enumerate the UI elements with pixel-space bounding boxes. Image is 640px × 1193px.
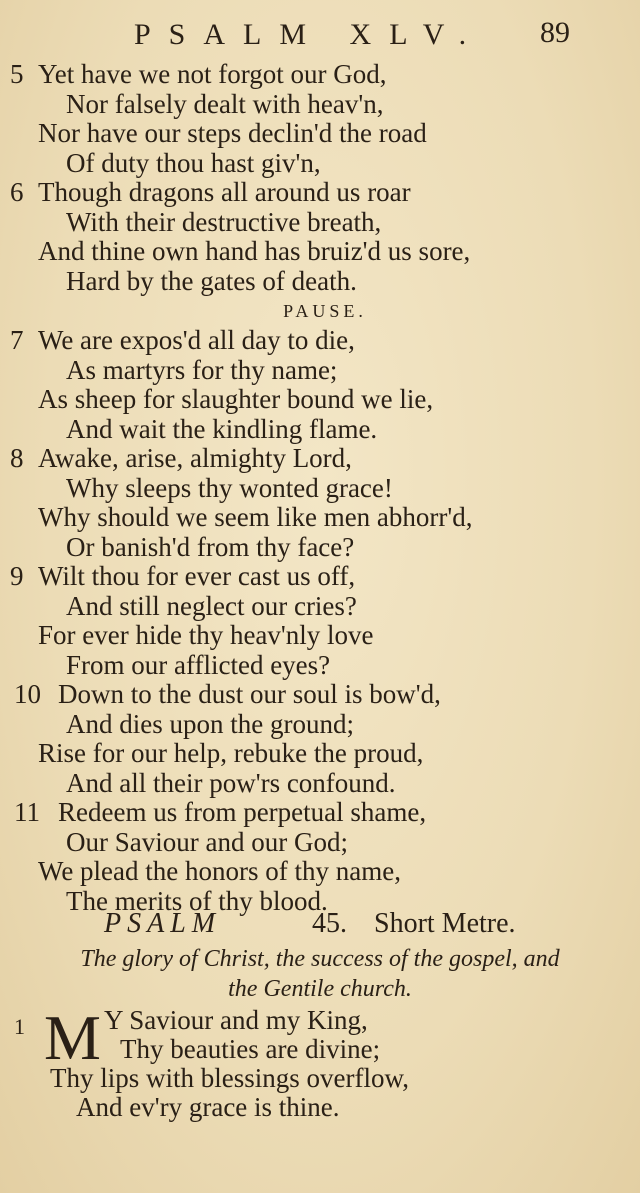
verse-text: We are expos'd all day to die, bbox=[38, 325, 355, 355]
verse-number: 5 bbox=[10, 59, 24, 89]
verse-line bbox=[0, 857, 640, 887]
verse-text: And still neglect our cries? bbox=[66, 590, 357, 621]
verse-line bbox=[0, 149, 640, 179]
verse-text: Hard by the gates of death. bbox=[66, 265, 357, 296]
verse-number: 10 bbox=[14, 679, 41, 709]
verse-line bbox=[0, 474, 640, 504]
verse-text: Down to the dust our soul is bow'd, bbox=[58, 679, 441, 709]
verse-text: From our afflicted eyes? bbox=[66, 649, 331, 680]
verse-line bbox=[0, 739, 640, 769]
verse-text: As martyrs for thy name; bbox=[66, 354, 338, 385]
verse-text: And thine own hand has bruiz'd us sore, bbox=[38, 236, 471, 266]
verse-line bbox=[0, 651, 640, 681]
running-head-title: PSALM XLV. bbox=[134, 18, 485, 51]
psalm-heading-number: 45. bbox=[312, 908, 347, 939]
verse-text: Thy beauties are divine; bbox=[120, 1034, 381, 1064]
verse-text: Why should we seem like men abhorr'd, bbox=[38, 502, 473, 532]
verse-number: 11 bbox=[14, 797, 40, 827]
verse-text: Why sleeps thy wonted grace! bbox=[66, 472, 393, 503]
verse-line bbox=[0, 90, 640, 120]
verse-line bbox=[0, 592, 640, 622]
pause-marker: PAUSE. bbox=[283, 301, 367, 321]
verse-line bbox=[0, 828, 640, 858]
verse-line bbox=[0, 415, 640, 445]
verse-line bbox=[0, 237, 640, 267]
verse-text: With their destructive breath, bbox=[66, 206, 382, 237]
verse-text: And ev'ry grace is thine. bbox=[76, 1092, 340, 1122]
verse-number: 1 bbox=[14, 1014, 25, 1039]
verse-text: And all their pow'rs confound. bbox=[66, 767, 396, 798]
verse-line bbox=[0, 680, 640, 710]
verse-line bbox=[0, 208, 640, 238]
verse-text: Y Saviour and my King, bbox=[104, 1005, 368, 1035]
verse-text: Wilt thou for ever cast us off, bbox=[38, 561, 356, 591]
verse-text: Rise for our help, rebuke the proud, bbox=[38, 738, 424, 768]
psalm-heading-metre: Short Metre. bbox=[374, 908, 516, 939]
verse-line bbox=[0, 444, 640, 474]
verse-text: For ever hide thy heav'nly love bbox=[38, 620, 374, 650]
verse-number: 6 bbox=[10, 177, 24, 207]
verse-line bbox=[0, 533, 640, 563]
verse-line bbox=[0, 710, 640, 740]
psalm-verses bbox=[0, 60, 640, 916]
verse-text: As sheep for slaughter bound we lie, bbox=[38, 384, 434, 414]
verse-line bbox=[0, 178, 640, 208]
subtitle-line: The glory of Christ, the success of the gospel, and bbox=[80, 946, 560, 972]
running-head bbox=[0, 14, 640, 54]
verse-text: And wait the kindling flame. bbox=[66, 413, 378, 444]
verse-text: And dies upon the ground; bbox=[66, 708, 354, 739]
verse-text: Thy lips with blessings overflow, bbox=[50, 1063, 409, 1093]
verse-number: 8 bbox=[10, 443, 24, 473]
verse-line bbox=[0, 326, 640, 356]
verse-line bbox=[0, 621, 640, 651]
verse-line bbox=[0, 356, 640, 386]
drop-cap: M bbox=[44, 1002, 101, 1073]
verse-line bbox=[0, 798, 640, 828]
verse-text: Nor falsely dealt with heav'n, bbox=[66, 88, 384, 119]
verse-line bbox=[0, 60, 640, 90]
verse-text: The merits of thy blood. bbox=[66, 885, 328, 916]
subtitle-line: the Gentile church. bbox=[228, 976, 412, 1002]
verse-line bbox=[0, 385, 640, 415]
verse-line bbox=[0, 769, 640, 799]
verse-text: We plead the honors of thy name, bbox=[38, 856, 401, 886]
verse-text: Nor have our steps declin'd the road bbox=[38, 118, 427, 148]
verse-text: Though dragons all around us roar bbox=[38, 177, 411, 207]
verse-text: Redeem us from perpetual shame, bbox=[58, 797, 427, 827]
verse-number: 9 bbox=[10, 561, 24, 591]
verse-line bbox=[0, 503, 640, 533]
psalm-subtitle bbox=[0, 944, 640, 1004]
verse-line bbox=[0, 119, 640, 149]
verse-text: Or banish'd from thy face? bbox=[66, 531, 355, 562]
psalm-heading bbox=[0, 908, 640, 942]
verse-line bbox=[0, 562, 640, 592]
verse-line bbox=[0, 267, 640, 297]
verse-text: Awake, arise, almighty Lord, bbox=[38, 443, 352, 473]
verse-text: Of duty thou hast giv'n, bbox=[66, 147, 321, 178]
verse-number: 7 bbox=[10, 325, 24, 355]
psalm-heading-title: PSALM bbox=[104, 908, 222, 939]
verse-text: Yet have we not forgot our God, bbox=[38, 59, 387, 89]
verse-text: Our Saviour and our God; bbox=[66, 826, 348, 857]
page-number: 89 bbox=[540, 16, 570, 49]
